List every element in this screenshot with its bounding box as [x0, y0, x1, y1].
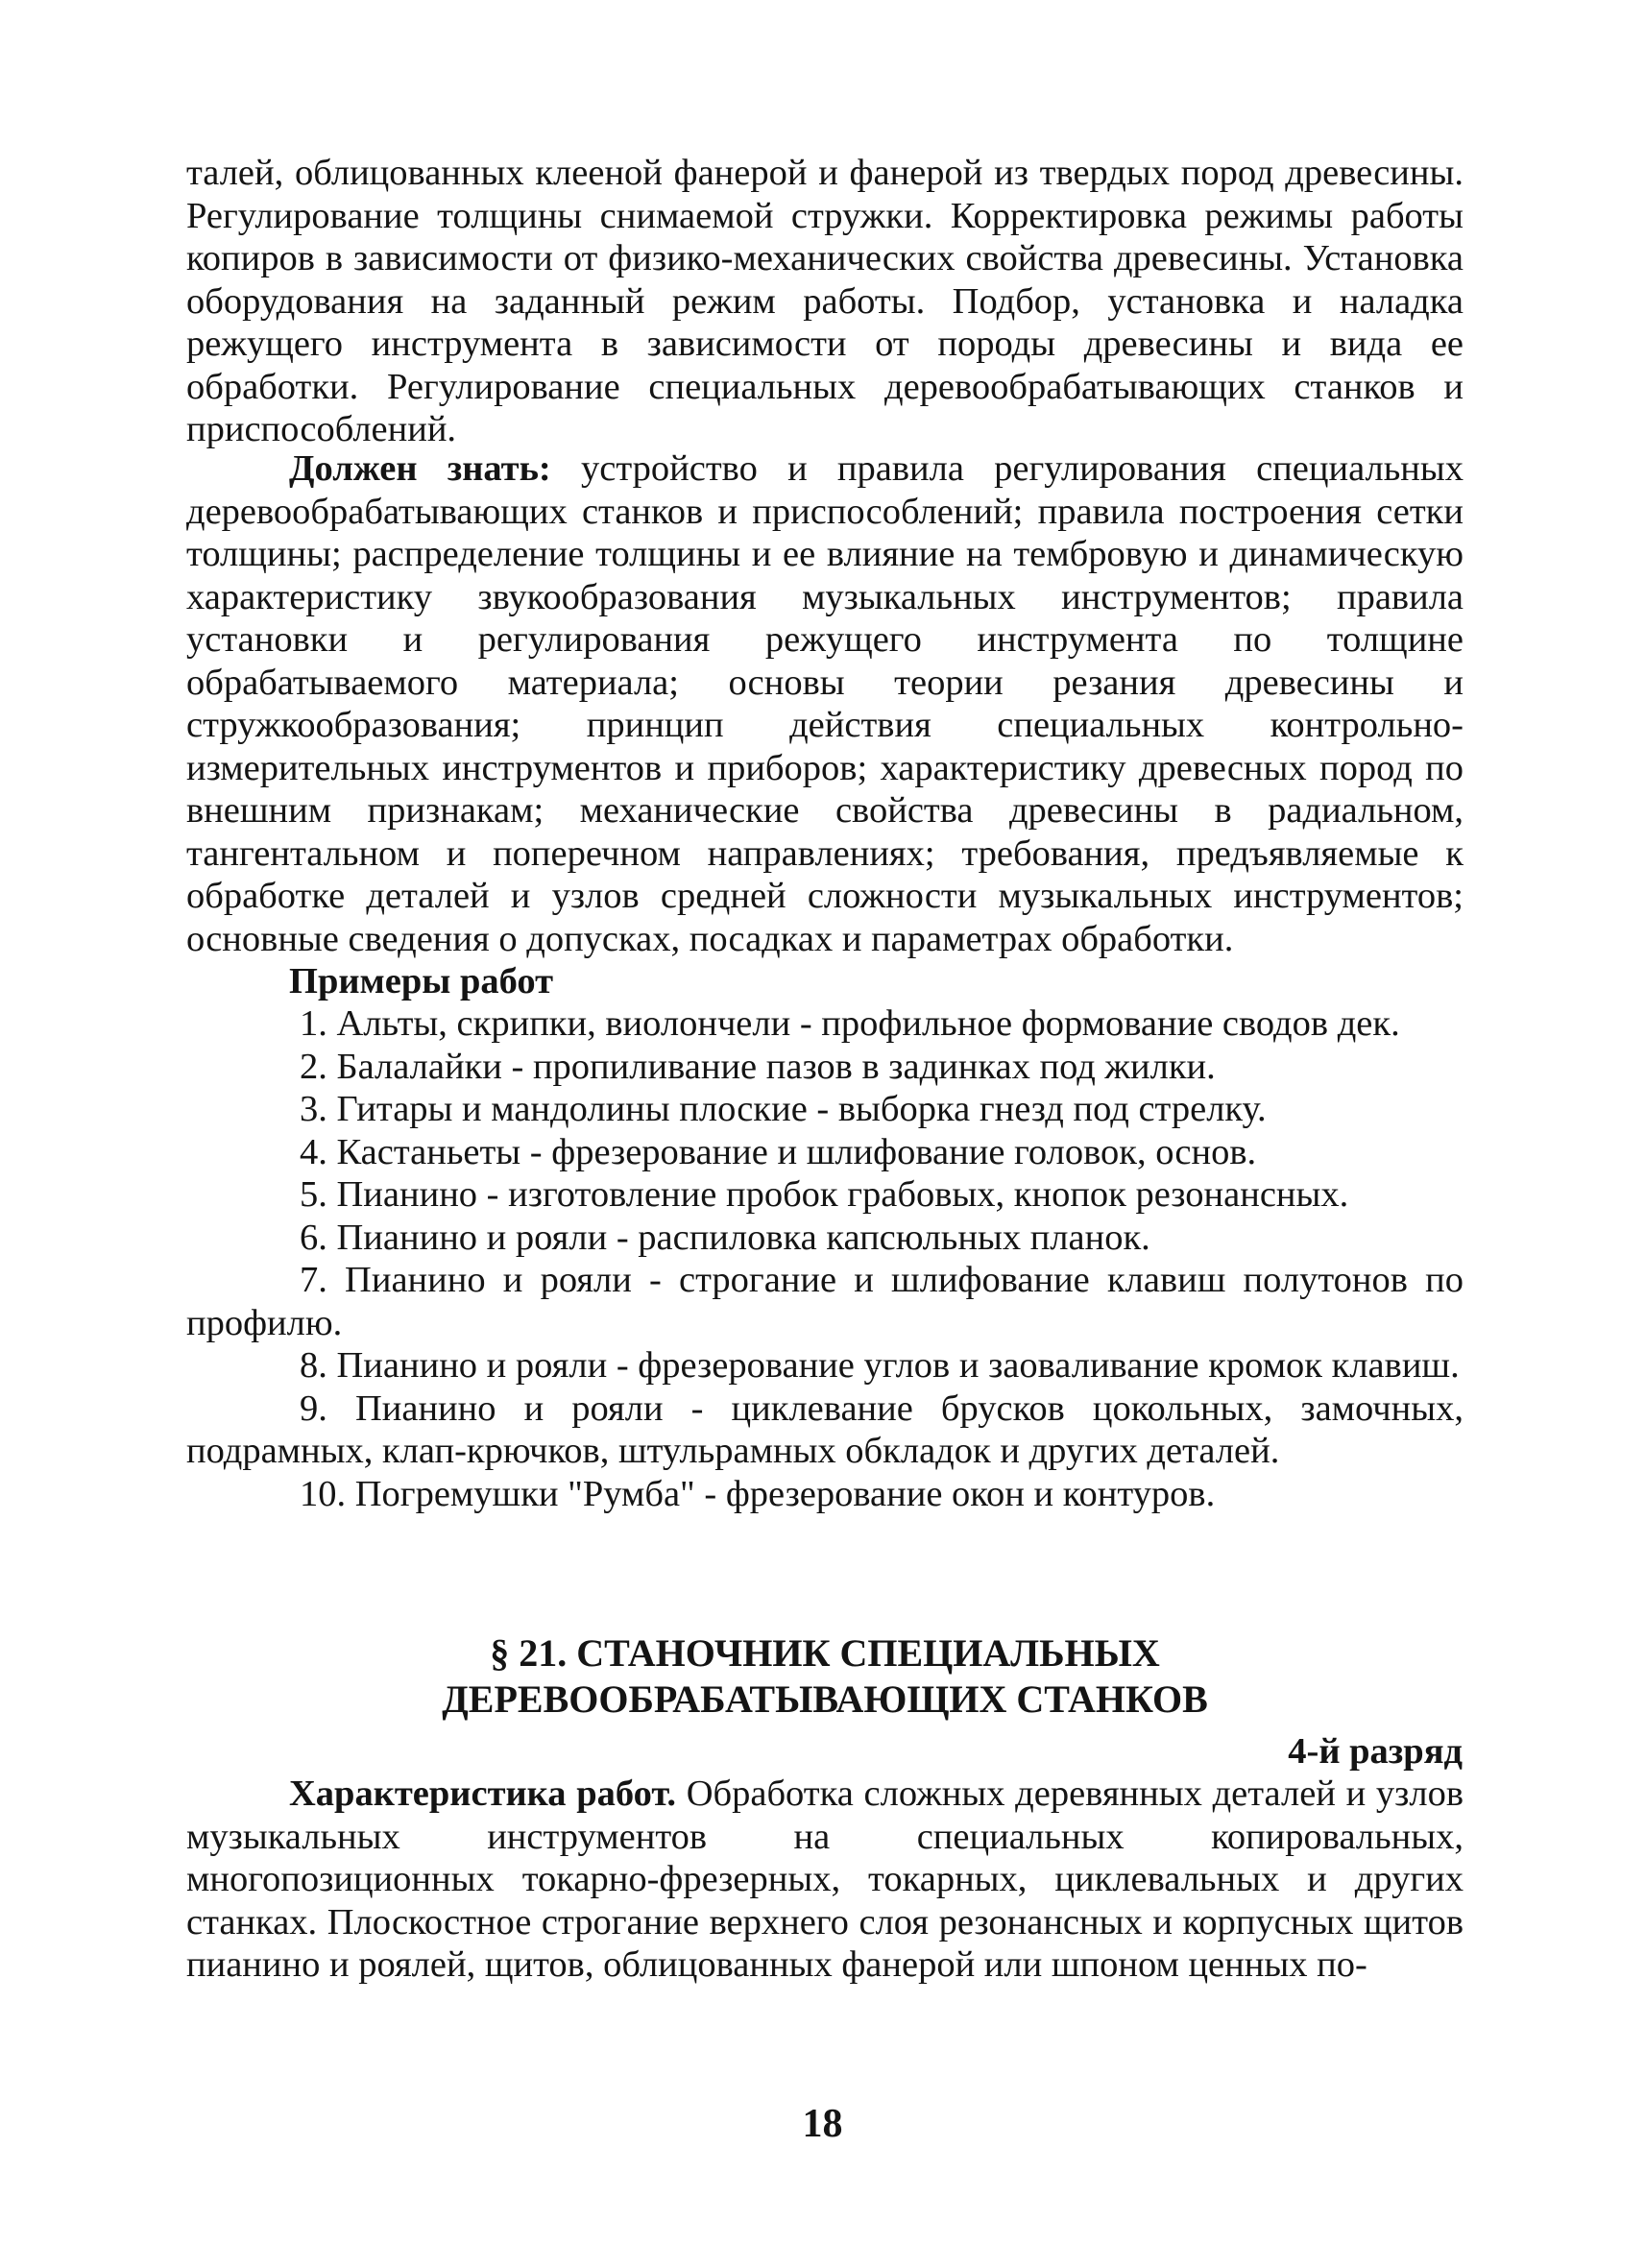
characteristics-label: Характеристика работ. — [289, 1773, 677, 1814]
list-item: 3. Гитары и мандолины плоские - выборка гнезд под стрелку. — [300, 1089, 1267, 1129]
list-item: 7. Пианино и рояли - строгание и шлифование клавиш полутонов по профилю. — [186, 1260, 1464, 1343]
list-item: 1. Альты, скрипки, виолончели - профильное формование сводов дек. — [300, 1003, 1400, 1044]
list-item: 4. Кастаньеты - фрезерование и шлифование головок, основ. — [300, 1131, 1257, 1172]
must-know-label: Должен знать: — [289, 448, 551, 489]
list-item: 9. Пианино и рояли - циклевание брусков цокольных, замочных, подрамных, клап-крючков, штульрамных обкладок и других деталей. — [186, 1387, 1464, 1471]
must-know-paragraph — [186, 447, 1464, 960]
paragraph-text: талей, облицованных клееной фанерой и фанерой из твердых пород древесины. Регулирование толщины снимаемой стружки. Корректировка режимы работы копиров в зависимости от физико-механических свойства древесины. Установка оборудования на заданный режим работы. Подбор, установка и наладка режущего инструмента в зависимости от породы древесины и вида ее обработки. Регулирование специальных деревообрабатывающих станков и приспособлений. — [186, 153, 1464, 449]
continued-paragraph — [186, 152, 1464, 451]
must-know-text — [186, 447, 1464, 960]
section-title-line: ДЕРЕВООБРАБАТЫВАЮЩИХ СТАНКОВ — [442, 1677, 1208, 1721]
examples-list — [186, 1002, 1464, 1515]
page-number: 18 — [802, 2102, 843, 2146]
characteristics-text — [186, 1773, 1464, 1987]
characteristics-body: Обработка сложных деревянных деталей и узлов музыкальных инструментов на специальных копировальных, многопозиционных токарно-фрезерных, токарных, циклевальных и других станках. Плоскостное строгание верхнего слоя резонансных и корпусных щитов пианино и роялей, щитов, облицованных фанерой или шпоном ценных по- — [186, 1773, 1464, 1985]
list-item: 6. Пианино и рояли - распиловка капсюльных планок. — [300, 1217, 1150, 1258]
list-item: 5. Пианино - изготовление пробок грабовых, кнопок резонансных. — [300, 1174, 1349, 1215]
section-title — [186, 1630, 1464, 1723]
list-item: 2. Балалайки - пропиливание пазов в задинках под жилки. — [300, 1046, 1216, 1087]
section-title-line: § 21. СТАНОЧНИК СПЕЦИАЛЬНЫХ — [490, 1631, 1160, 1675]
grade-label: 4-й разряд — [1288, 1731, 1463, 1772]
list-item: 10. Погремушки "Румба" - фрезерование окон и контуров. — [300, 1473, 1216, 1514]
characteristics-paragraph — [186, 1773, 1464, 1987]
list-item: 8. Пианино и рояли - фрезерование углов и заоваливание кромок клавиш. — [300, 1345, 1460, 1386]
examples-heading: Примеры работ — [289, 961, 554, 1001]
must-know-body: устройство и правила регулирования специальных деревообрабатывающих станков и приспособлений; правила построения сетки толщины; распределение толщины и ее влияние на тембровую и динамическую характеристику звукообразования музыкальных инструментов; правила установки и регулирования режущего инструмента по толщине обрабатываемого материала; основы теории резания древесины и стружкообразования; принцип действия специальных контрольно-измерительных инструментов и приборов; характеристику древесных пород по внешним признакам; механические свойства древесины в радиальном, тангентальном и поперечном направлениях; требования, предъявляемые к обработке деталей и узлов средней сложности музыкальных инструментов; основные сведения о допусках, посадках и параметрах обработки. — [186, 448, 1464, 959]
